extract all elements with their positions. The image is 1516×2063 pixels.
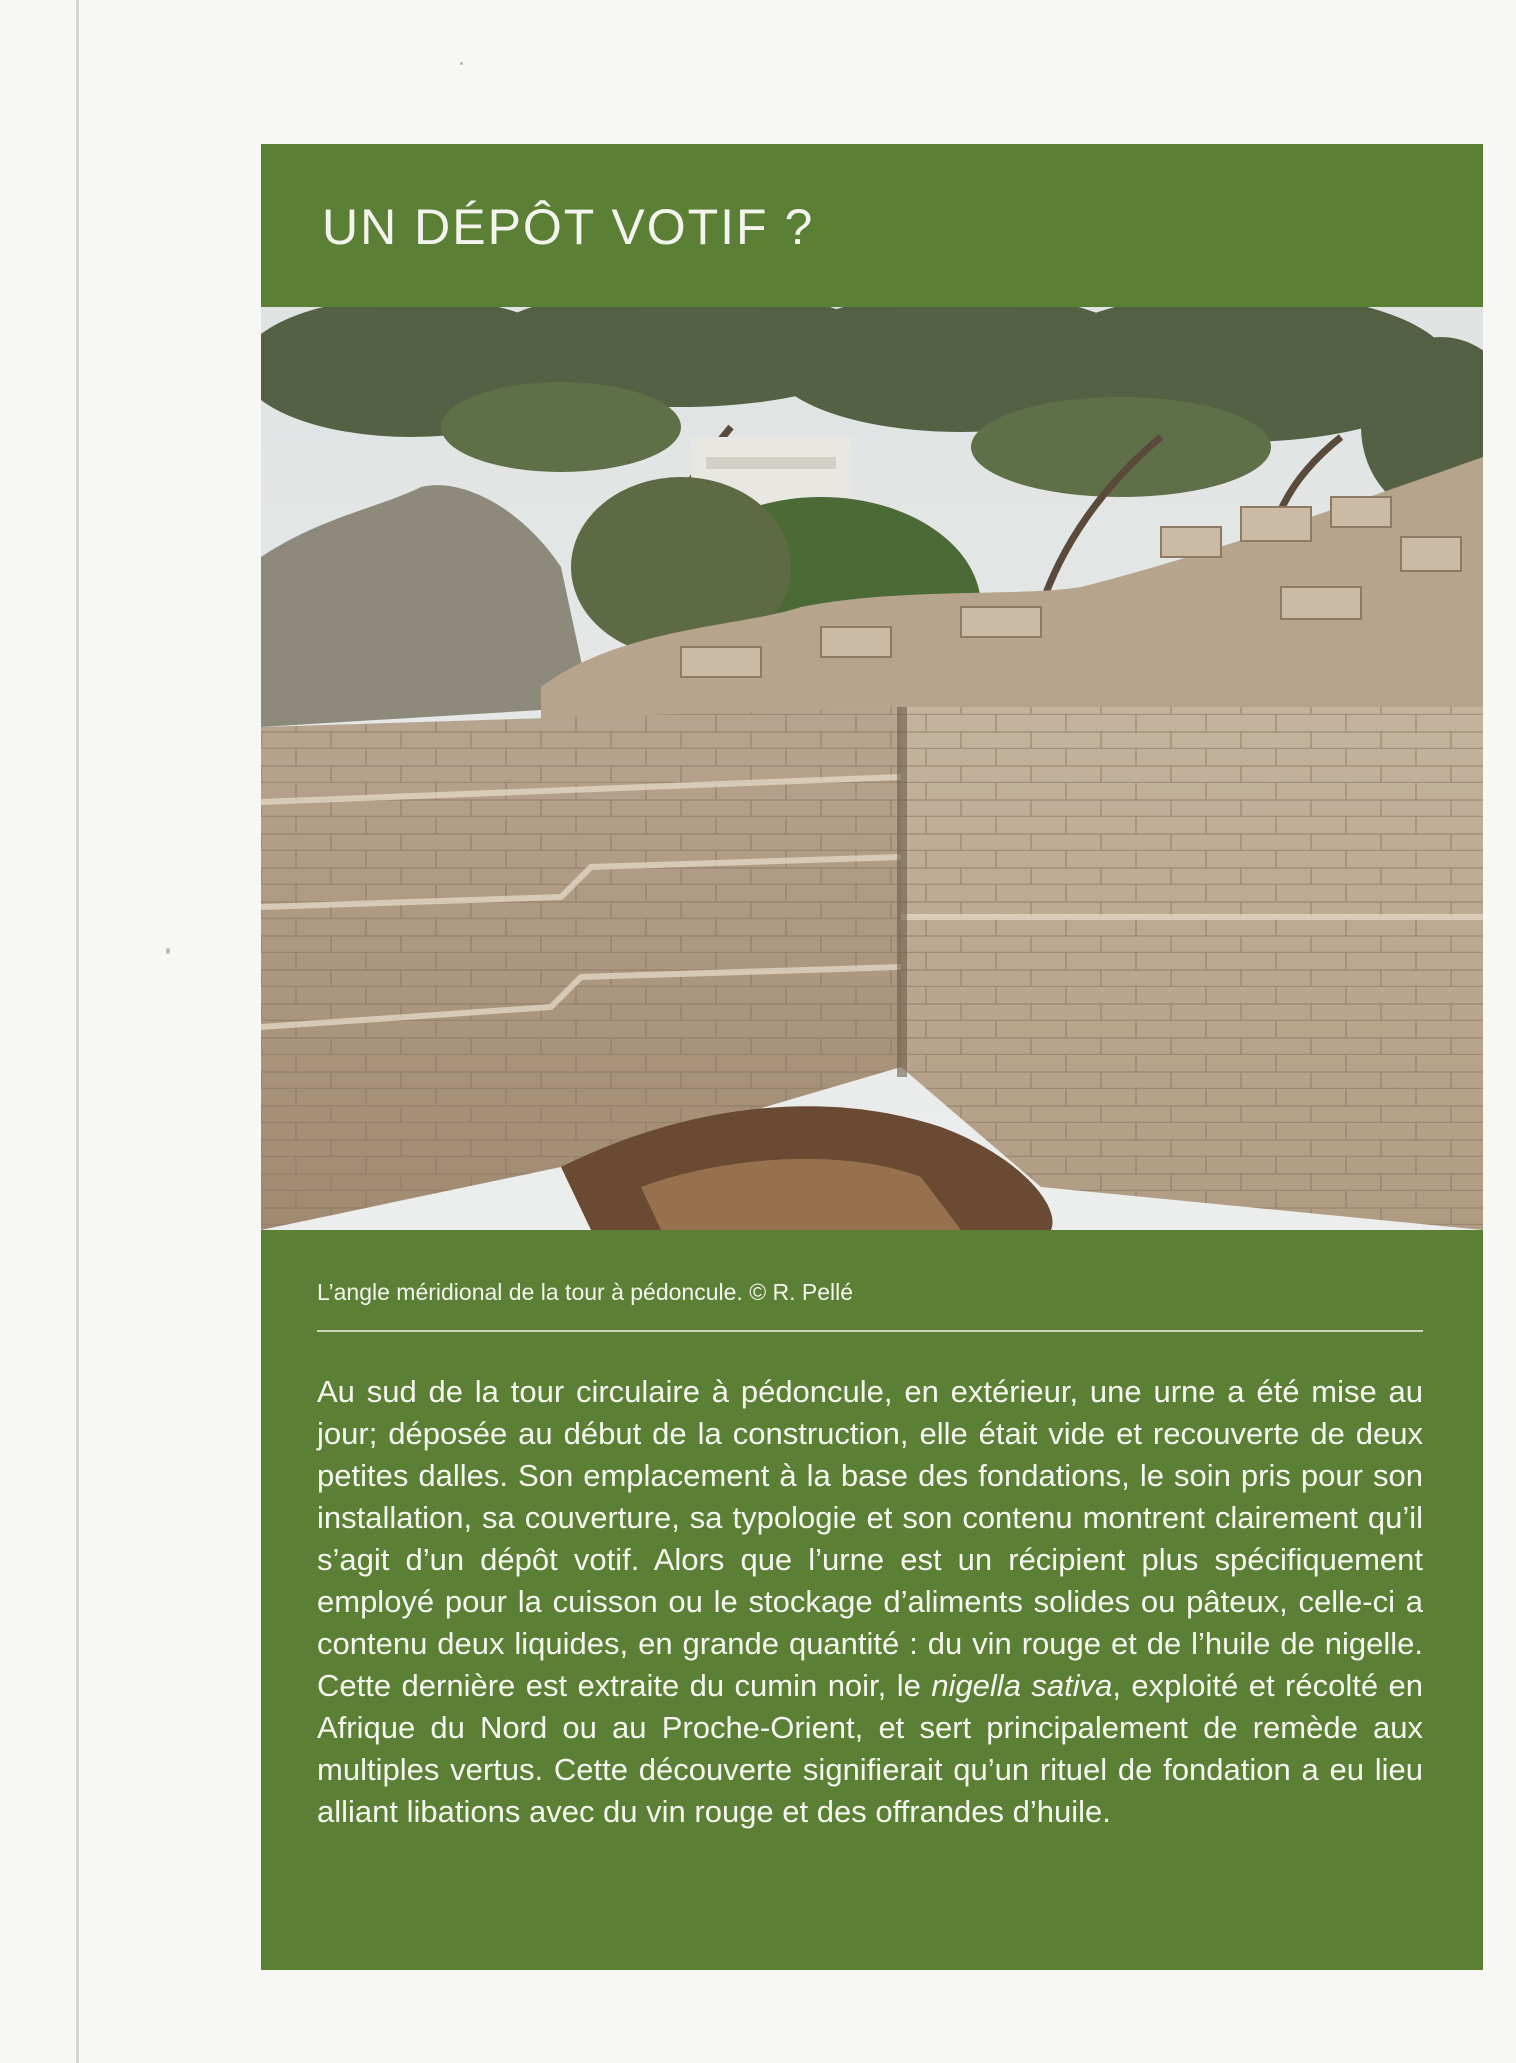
caption-divider bbox=[317, 1330, 1423, 1332]
body-text-part-2: , exploité et récolté en Afrique du Nord ou au Proche-Orient, et sert principalement de remède aux multiples vertus. Cette découverte signifierait qu’un rituel de fondation a eu lieu alliant libations avec du vin rouge et des offrandes d’huile. bbox=[317, 1668, 1424, 1829]
article-title: UN DÉPÔT VOTIF ? bbox=[322, 199, 815, 255]
body-text-italic-term: nigella sativa bbox=[931, 1668, 1113, 1703]
article-body bbox=[317, 1371, 1423, 1833]
article-panel bbox=[261, 144, 1483, 1970]
photo-caption: L’angle méridional de la tour à pédoncule. © R. Pellé bbox=[317, 1279, 854, 1305]
body-text-part-1: Au sud de la tour circulaire à pédoncule, en extérieur, une urne a été mise au jour; déposée au début de la construction, elle était vide et recouverte de deux petites dalles. Son emplacement à la base des fondations, le soin pris pour son installation, sa couverture, sa typologie et son contenu montrent clairement qu’il s’agit d’un dépôt votif. Alors que l’urne est un récipient plus spécifiquement employé pour la cuisson ou le stockage d’aliments solides ou pâteux, celle-ci a contenu deux liquides, en grande quantité : du vin rouge et de l’huile de nigelle. Cette dernière est extraite du cumin noir, le bbox=[317, 1374, 1423, 1703]
scan-speck bbox=[460, 62, 463, 65]
page-binding-edge bbox=[76, 0, 79, 2063]
stone-tower-angle-photo bbox=[261, 307, 1483, 1230]
scan-speck bbox=[166, 948, 170, 954]
